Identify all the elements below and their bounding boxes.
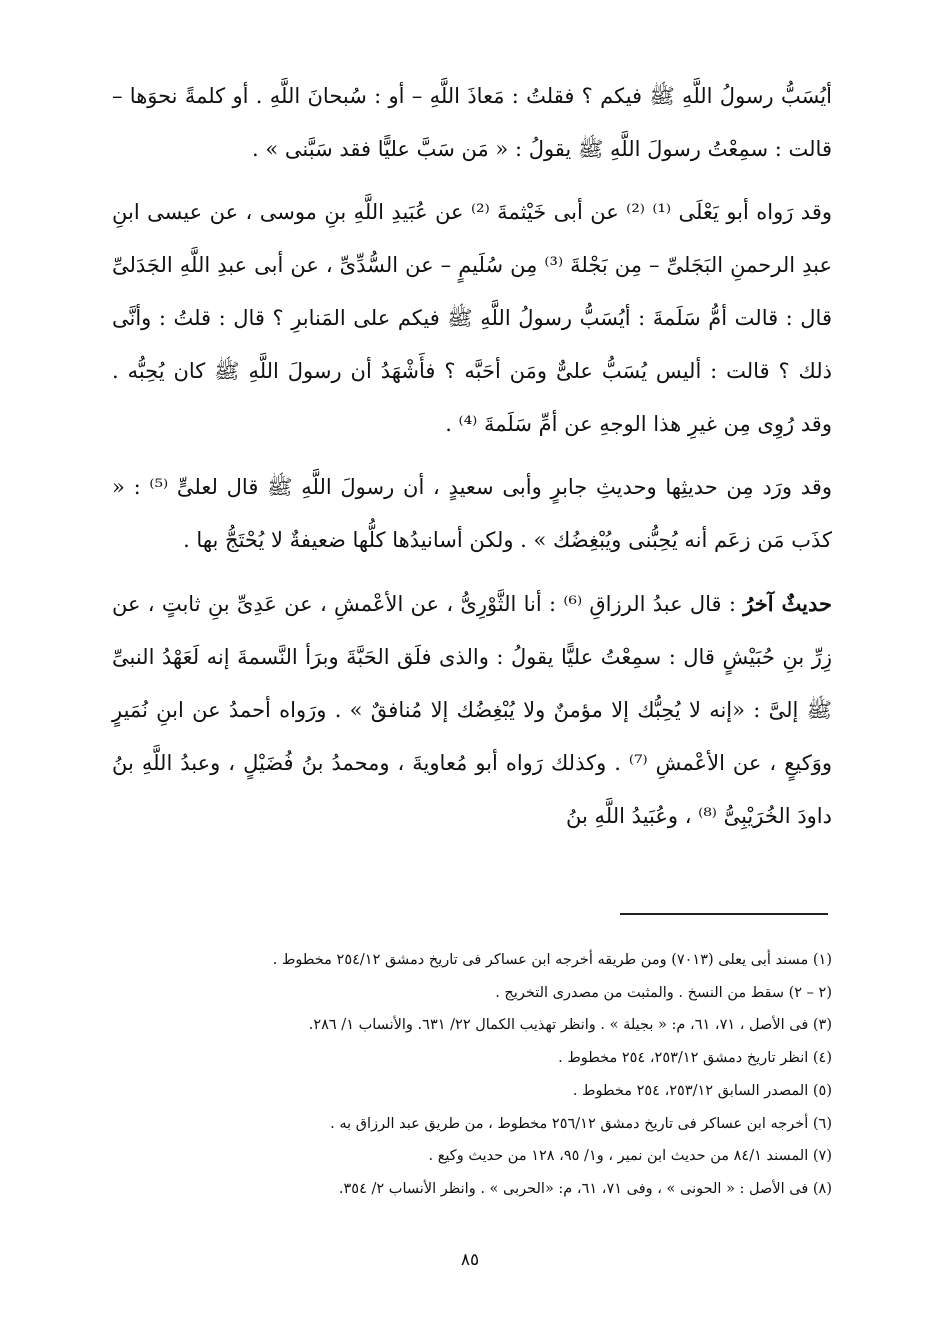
footnote: (٦) أخرجه ابن عساكر فى تاريخ دمشق ٢٥٦/١٢ مخطوط ، من طريق عبد الرزاق به . bbox=[330, 1115, 832, 1132]
footnote-separator bbox=[620, 913, 828, 915]
hadith-text: : قال عبدُ الرزاقِ ⁽⁶⁾ : أنا الثَّوْرِىُّ ، عن الأعْمشِ ، عن عَدِىِّ بنِ ثابتٍ ، عن زِرِّ بنِ حُبَيْشٍ قال : سمِعْتُ عليًّا يقولُ : والذى فلَق الحَبَّةَ وبرَأ النَّسمةَ إنه لَعَهْدُ النبىِّ ﷺ إلىَّ : «إنه لا يُحِبُّك إلا مؤمنٌ ولا يُبْغِضُك إلا مُنافقٌ » . ورَواه أحمدُ عن ابنِ نُمَيرٍ ووَكيعٍ ، عن الأعْمشِ ⁽⁷⁾ . وكذلك رَواه أبو مُعاويةَ ، ومحمدُ بنُ فُضَيْلٍ ، وعبدُ اللَّهِ بنُ داودَ الخُرَيْبِىُّ ⁽⁸⁾ ، وعُبَيدُ اللَّهِ بنُ bbox=[112, 592, 832, 828]
hadith-paragraph bbox=[112, 577, 832, 843]
footnote: (٥) المصدر السابق ٢٥٣/١٢، ٢٥٤ مخطوط . bbox=[572, 1082, 832, 1099]
page-number: ٨٥ bbox=[460, 1250, 480, 1270]
footnote: (٨) فى الأصل : « الحونى » ، وفى ٧١، ٦١، م: «الحربى » . وانظر الأنساب ٢/ ٣٥٤. bbox=[338, 1180, 832, 1197]
footnote: (٣) فى الأصل ، ٧١، ٦١، م: « بجيلة » . وانظر تهذيب الكمال ٢٢/ ٦٣١. والأنساب ١/ ٢٨٦. bbox=[308, 1017, 832, 1034]
footnote: (٧) المسند ٨٤/١ من حديث ابن نمير ، و١/ ٩٥، ١٢٨ من حديث وكيع . bbox=[428, 1148, 832, 1165]
paragraph: أيُسَبُّ رسولُ اللَّهِ ﷺ فيكم ؟ فقلتُ : مَعاذَ اللَّهِ – أو : سُبحانَ اللَّهِ . أو كلمةً نحوَها – قالت : سمِعْتُ رسولَ اللَّهِ ﷺ يقولُ : « مَن سَبَّ عليًّا فقد سَبَّنى » . bbox=[112, 84, 832, 161]
footnotes bbox=[112, 944, 832, 1206]
footnote: (١) مسند أبى يعلى (٧٠١٣) ومن طريقه أخرجه ابن عساكر فى تاريخ دمشق ٢٥٤/١٢ مخطوط . bbox=[272, 952, 832, 968]
paragraph: وقد رَواه أبو يَعْلَى ⁽¹⁾ ⁽²⁾ عن أبى خَيْثمةَ ⁽²⁾ عن عُبَيدِ اللَّهِ بنِ موسى ، عن عيسى ابنِ عبدِ الرحمنِ البَجَلىِّ – مِن بَجْلةَ ⁽³⁾ مِن سُلَيمٍ – عن السُّدِّىِّ ، عن أبى عبدِ اللَّهِ الجَدَلىِّ قال : قالت أمُّ سَلَمةَ : أيُسَبُّ رسولُ اللَّهِ ﷺ فيكم على المَنابرِ ؟ قال : قلتُ : وأنَّى ذلك ؟ قالت : أليس يُسَبُّ علىٌّ ومَن أحَبَّه ؟ فأَشْهَدُ أن رسولَ اللَّهِ ﷺ كان يُحِبُّه . وقد رُوِى مِن غيرِ هذا الوجهِ عن أمِّ سَلَمةَ ⁽⁴⁾ . bbox=[112, 200, 833, 436]
footnote: (٤) انظر تاريخ دمشق ٢٥٣/١٢، ٢٥٤ مخطوط . bbox=[558, 1050, 832, 1067]
paragraph: وقد ورَد مِن حديثِها وحديثِ جابرٍ وأبى سعيدٍ ، أن رسولَ اللَّهِ ﷺ قال لعلىٍّ ⁽⁵⁾ : « كذَب مَن زعَم أنه يُحِبُّنى ويُبْغِضُك » . ولكن أسانيدُها كلُّها ضعيفةٌ لا يُحْتَجُّ بها . bbox=[112, 475, 832, 552]
main-text bbox=[112, 70, 832, 853]
hadith-heading: حديثٌ آخرُ bbox=[743, 591, 832, 616]
footnote: (٢ – ٢) سقط من النسخ . والمثبت من مصدرى التخريج . bbox=[495, 984, 832, 1001]
